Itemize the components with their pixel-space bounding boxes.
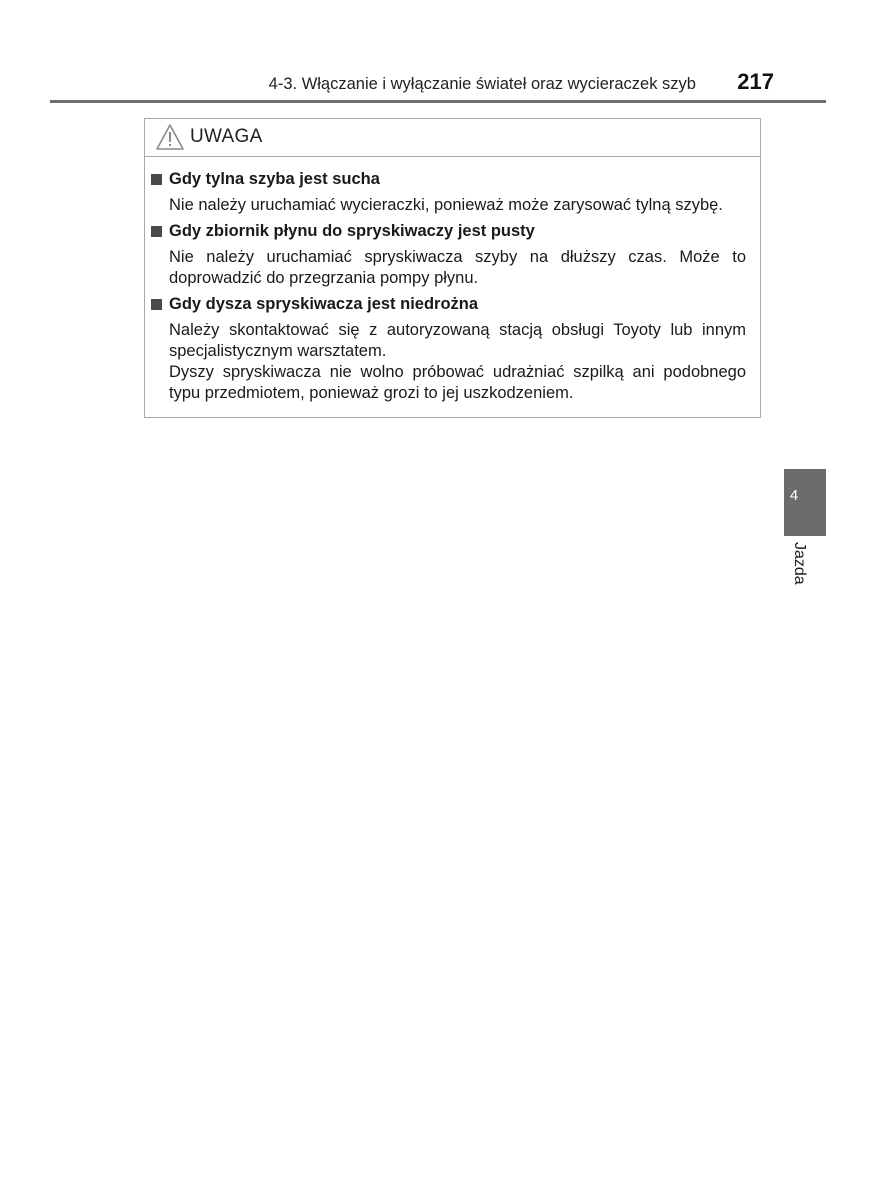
page-number: 217 [737, 69, 774, 94]
square-bullet-icon [151, 226, 162, 237]
page-header [50, 66, 826, 102]
section-heading [151, 294, 746, 315]
warning-triangle-icon [155, 123, 185, 151]
warning-body [145, 157, 760, 404]
section-title: 4-3. Włączanie i wyłączanie świateł oraz wycieraczek szyb [268, 75, 696, 93]
square-bullet-icon [151, 299, 162, 310]
section-heading-text: Gdy tylna szyba jest sucha [169, 170, 380, 188]
paragraph: Należy skontaktować się z autoryzowaną stacją obsługi Toyoty lub innym specjalistycznym warsztatem. [169, 321, 746, 360]
chapter-tab [784, 469, 826, 536]
section-heading-text: Gdy dysza spryskiwacza jest niedrożna [169, 295, 479, 313]
section-heading [151, 221, 746, 242]
square-bullet-icon [151, 174, 162, 185]
section-heading-text: Gdy zbiornik płynu do spryskiwaczy jest pusty [169, 222, 535, 240]
chapter-number: 4 [789, 487, 799, 504]
warning-title: UWAGA [190, 126, 263, 147]
paragraph: Nie należy uruchamiać wycieraczki, ponieważ może zarysować tylną szybę. [169, 196, 723, 214]
paragraph: Dyszy spryskiwacza nie wolno próbować udrażniać szpilką ani podobnego typu przedmiotem, ponieważ grozi to jej uszkodzeniem. [169, 363, 746, 402]
chapter-label: Jazda [791, 542, 808, 585]
warning-header [145, 119, 760, 157]
section-heading [151, 169, 746, 190]
header-rule [50, 100, 826, 103]
paragraph: Nie należy uruchamiać spryskiwacza szyby na dłuższy czas. Może to doprowadzić do przegrzania pompy płynu. [169, 248, 746, 287]
warning-box [144, 118, 761, 418]
